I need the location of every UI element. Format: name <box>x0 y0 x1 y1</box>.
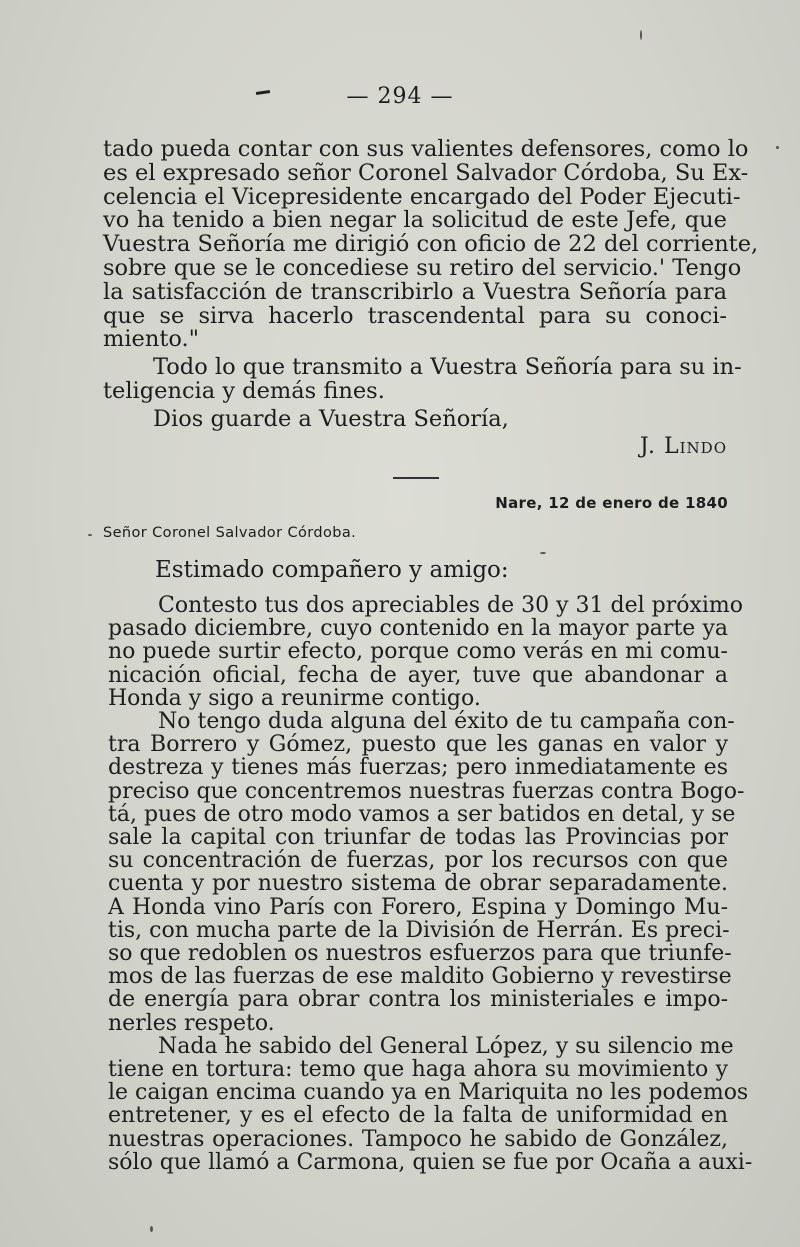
text-line: Vuestra Señoría me dirigió con oficio de 22 del corriente, <box>103 231 759 258</box>
text-line: vo ha tenido a bien negar la solicitud de este Jefe, que <box>103 207 727 234</box>
letter-salutation: Estimado compañero y amigo: <box>155 557 509 583</box>
text-line: tá, pues de otro modo vamos a ser batidos en detal, y se <box>108 801 736 827</box>
letter-dateline: Nare, 12 de enero de 1840 <box>495 494 728 512</box>
text-line: teligencia y demás fines. <box>103 377 385 404</box>
text-line: es el expresado señor Coronel Salvador Córdoba, Su Ex- <box>103 159 749 186</box>
letter-addressee: Señor Coronel Salvador Córdoba. <box>103 525 357 541</box>
text-line: Nada he sabido del General López, y su silencio me <box>158 1033 734 1059</box>
paper-speck <box>88 534 92 536</box>
text-line: que se sirva hacerlo trascendental para su conoci- <box>103 302 727 329</box>
text-line: tra Borrero y Gómez, puesto que les ganas en valor y <box>108 732 728 758</box>
text-line: sobre que se le concediese su retiro del servicio.' Tengo <box>103 254 742 281</box>
text-line: No tengo duda alguna del éxito de tu campaña con- <box>158 709 735 735</box>
text-line: Contesto tus dos apreciables de 30 y 31 del próximo <box>158 593 744 618</box>
text-line: A Honda vino París con Forero, Espina y Domingo Mu- <box>108 894 728 920</box>
page-number: — 294 — <box>346 84 454 109</box>
text-line: so que redoblen os nuestros esfuerzos para que triunfe- <box>108 941 732 967</box>
text-line: Todo lo que transmito a Vuestra Señoría para su in- <box>153 354 742 380</box>
text-line: destreza y tienes más fuerzas; pero inmediatamente es <box>108 755 728 781</box>
quoted-letter-continuation <box>103 136 759 353</box>
text-line: le caigan encima cuando ya en Mariquita no les podemos <box>108 1080 749 1106</box>
text-line: sale la capital con triunfar de todas las Provincias por <box>108 825 728 851</box>
text-line: no puede surtir efecto, porque como verás en mi comu- <box>108 639 728 665</box>
section-separator <box>393 477 439 479</box>
text-line: entretener, y es el efecto de la falta de uniformidad en <box>108 1103 728 1129</box>
text-line: tiene en tortura: temo que haga ahora su movimiento y <box>108 1057 728 1083</box>
paper-speck <box>640 30 642 40</box>
text-line: de energía para obrar contra los ministeriales e impo- <box>108 987 728 1013</box>
letter-body <box>108 593 753 1175</box>
paper-speck <box>540 552 546 554</box>
text-line: sólo que llamó a Carmona, quien se fue por Ocaña a auxi- <box>108 1149 753 1175</box>
signature-surname: Lindo <box>664 434 727 459</box>
text-line: preciso que concentremos nuestras fuerzas contra Bogo- <box>108 778 745 804</box>
closing-formula-block <box>103 408 727 432</box>
text-line: tis, con mucha parte de la División de Herrán. Es preci- <box>108 917 730 943</box>
closing-formula: Dios guarde a Vuestra Señoría, <box>153 406 509 432</box>
signature-initial: J. <box>639 434 657 459</box>
text-line: la satisfacción de transcribirlo a Vuestra Señoría para <box>103 278 727 305</box>
signature <box>640 434 727 459</box>
text-line: celencia el Vicepresidente encargado del Poder Ejecuti- <box>103 183 741 210</box>
text-line: Honda y sigo a reunirme contigo. <box>108 685 481 711</box>
paper-speck <box>150 1226 153 1232</box>
text-line: cuenta y por nuestro sistema de obrar separadamente. <box>108 871 728 897</box>
paper-speck <box>776 146 779 149</box>
text-line: su concentración de fuerzas, por los recursos con que <box>108 848 728 874</box>
text-line: miento." <box>103 326 200 353</box>
text-line: nicación oficial, fecha de ayer, tuve que abandonar a <box>108 662 728 688</box>
transmittal-paragraph <box>103 354 742 404</box>
text-line: nerles respeto. <box>108 1010 275 1036</box>
text-line: mos de las fuerzas de ese maldito Gobierno y revestirse <box>108 964 732 990</box>
text-line: pasado diciembre, cuyo contenido en la mayor parte ya <box>108 616 728 642</box>
text-line: nuestras operaciones. Tampoco he sabido de González, <box>108 1126 728 1152</box>
text-line: tado pueda contar con sus valientes defensores, como lo <box>103 136 749 162</box>
